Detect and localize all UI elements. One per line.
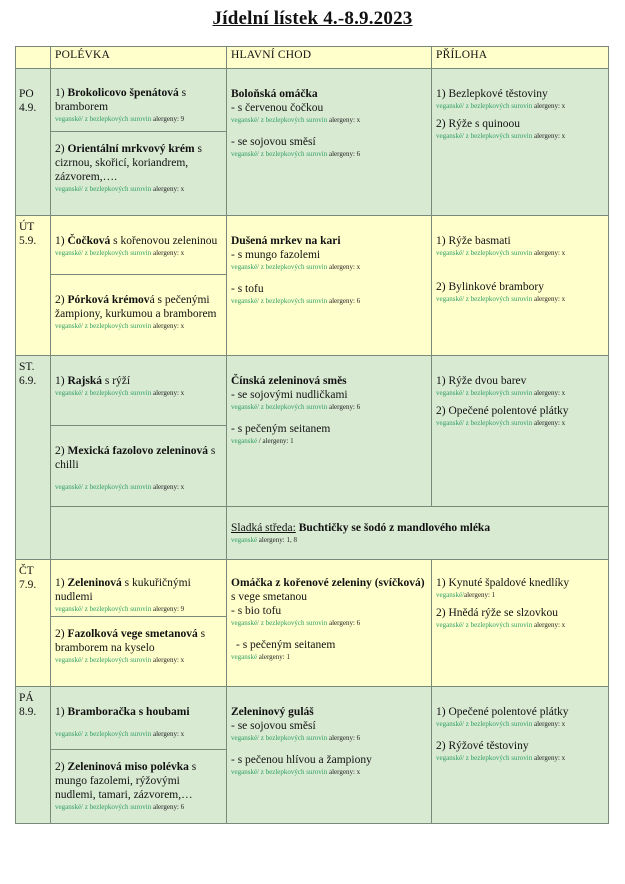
allergen-tag: veganské/ z bezlepkových surovin alergeny: 6 [231, 403, 361, 411]
allergen-tag: veganské/ z bezlepkových surovin alergeny: 6 [231, 150, 361, 158]
allergen-tag: veganské/ z bezlepkových surovin alergeny: x [55, 730, 185, 738]
soup-item: 2) Orientální mrkvový krém s cizrnou, skořicí, koriandrem, zázvorem,…. veganské/ z bezlepkových surovin alergeny: x [51, 131, 226, 194]
soup-cell [51, 560, 227, 687]
soup-cell [51, 356, 227, 507]
main-cell: Čínská zeleninová směs - se sojovými nudličkami veganské/ z bezlepkových surovin alergeny: 6 - s pečeným seitanem veganské / alergeny: 1 [227, 356, 432, 507]
day-cell [16, 560, 51, 687]
day-row-wednesday [16, 356, 609, 507]
day-date: 7.9. [19, 579, 37, 591]
menu-table [15, 46, 609, 824]
day-date: 5.9. [19, 235, 37, 247]
allergen-tag: veganské/ z bezlepkových surovin alergeny: x [231, 768, 361, 776]
sweet-spacer [51, 507, 227, 560]
allergen-tag: veganské alergeny: 1, 8 [231, 536, 297, 544]
day-name: ST. [19, 361, 35, 373]
side-cell: 1) Bezlepkové těstoviny veganské/ z bezlepkových surovin alergeny: x 2) Rýže s quinoou veganské/ z bezlepkových surovin alergeny: x [432, 69, 609, 216]
soup-item: 2) Mexická fazolovo zeleninová s chilli veganské/ z bezlepkových surovin alergeny: x [51, 425, 226, 492]
day-cell [16, 356, 51, 560]
soup-cell [51, 687, 227, 824]
soup-cell [51, 69, 227, 216]
side-cell: 1) Kynuté špaldové knedlíky veganské/alergeny: 1 2) Hnědá rýže se slzovkou veganské/ z bezlepkových surovin alergeny: x [432, 560, 609, 687]
allergen-tag: veganské/ z bezlepkových surovin alergeny: x [55, 656, 185, 664]
side-cell: 1) Rýže dvou barev veganské/ z bezlepkových surovin alergeny: x 2) Opečené polentové plátky veganské/ z bezlepkových surovin alergeny: x [432, 356, 609, 507]
header-day [16, 47, 51, 69]
main-cell: Boloňská omáčka - s červenou čočkou veganské/ z bezlepkových surovin alergeny: x - se sojovou směsí veganské/ z bezlepkových surovin alergeny: 6 [227, 69, 432, 216]
allergen-tag: veganské/ z bezlepkových surovin alergeny: x [436, 621, 566, 629]
allergen-tag: veganské/ z bezlepkových surovin alergeny: 6 [231, 734, 361, 742]
menu-title: Jídelní lístek 4.-8.9.2023 [212, 8, 413, 29]
allergen-tag: veganské/ z bezlepkových surovin alergeny: x [55, 389, 185, 397]
soup-cell [51, 216, 227, 356]
soup-item: 2) Fazolková vege smetanová s bramborem na kyselo veganské/ z bezlepkových surovin alergeny: x [51, 616, 226, 665]
allergen-tag: veganské/ z bezlepkových surovin alergeny: x [436, 132, 566, 140]
day-name: PÁ [19, 692, 34, 704]
main-cell: Dušená mrkev na kari - s mungo fazolemi veganské/ z bezlepkových surovin alergeny: x - s tofu veganské/ z bezlepkových surovin alergeny: 6 [227, 216, 432, 356]
allergen-tag: veganské/ z bezlepkových surovin alergeny: x [436, 754, 566, 762]
sweet-label: Sladká středa: [231, 522, 296, 534]
allergen-tag: veganské/ z bezlepkových surovin alergeny: x [436, 102, 566, 110]
main-dish-title: Omáčka z kořenové zeleniny (svíčková) [231, 577, 425, 589]
main-dish-title: Čínská zeleninová směs [231, 375, 347, 387]
soup-item: 1) Čočková s kořenovou zeleninou veganské/ z bezlepkových surovin alergeny: x [51, 216, 226, 274]
header-soup: POLÉVKA [51, 47, 227, 69]
allergen-tag: veganské/ z bezlepkových surovin alergeny: x [436, 249, 566, 257]
main-cell: Zeleninový guláš - se sojovou směsí veganské/ z bezlepkových surovin alergeny: 6 - s pečenou hlívou a žampiony veganské/ z bezlepkových surovin alergeny: x [227, 687, 432, 824]
main-dish-title: Dušená mrkev na kari [231, 235, 341, 247]
allergen-tag: veganské alergeny: 1 [231, 653, 290, 661]
sweet-wednesday [227, 507, 609, 560]
soup-item: 2) Zeleninová miso polévka s mungo fazolemi, rýžovými nudlemi, tamari, zázvorem,… veganské/ z bezlepkových surovin alergeny: 6 [51, 749, 226, 812]
day-row-tuesday [16, 216, 609, 356]
main-cell: Omáčka z kořenové zeleniny (svíčková) s vege smetanou - s bio tofu veganské/ z bezlepkových surovin alergeny: 6 - s pečeným seitanem veganské alergeny: 1 [227, 560, 432, 687]
sweet-dish: Buchtičky se šodó z mandlového mléka [295, 522, 491, 534]
allergen-tag: veganské/ z bezlepkových surovin alergeny: x [231, 263, 361, 271]
day-date: 4.9. [19, 102, 37, 114]
header-row [16, 47, 609, 69]
day-name: PO [19, 88, 34, 100]
allergen-tag: veganské/ z bezlepkových surovin alergeny: x [436, 389, 566, 397]
soup-item: 1) Zeleninová s kukuřičnými nudlemi veganské/ z bezlepkových surovin alergeny: 9 [51, 560, 226, 616]
day-cell [16, 687, 51, 824]
day-date: 6.9. [19, 375, 37, 387]
allergen-tag: veganské/ z bezlepkových surovin alergeny: 6 [231, 297, 361, 305]
allergen-tag: veganské/ z bezlepkových surovin alergeny: 9 [55, 605, 185, 613]
allergen-tag: veganské/ z bezlepkových surovin alergeny: x [55, 185, 185, 193]
allergen-tag: veganské/ z bezlepkových surovin alergeny: 6 [231, 619, 361, 627]
allergen-tag: veganské/ z bezlepkových surovin alergeny: 6 [55, 803, 185, 811]
day-row-monday [16, 69, 609, 216]
main-dish-title: Boloňská omáčka [231, 88, 318, 100]
allergen-tag: veganské / alergeny: 1 [231, 437, 294, 445]
day-name: ČT [19, 565, 34, 577]
header-main: HLAVNÍ CHOD [227, 47, 432, 69]
side-cell: 1) Rýže basmati veganské/ z bezlepkových surovin alergeny: x 2) Bylinkové brambory veganské/ z bezlepkových surovin alergeny: x [432, 216, 609, 356]
day-name: ÚT [19, 221, 35, 233]
day-cell [16, 69, 51, 216]
header-side: PŘÍLOHA [432, 47, 609, 69]
allergen-tag: veganské/ z bezlepkových surovin alergeny: x [436, 419, 566, 427]
allergen-tag: veganské/ z bezlepkových surovin alergeny: x [55, 322, 185, 330]
soup-item: 1) Rajská s rýží veganské/ z bezlepkových surovin alergeny: x [51, 356, 226, 425]
day-cell [16, 216, 51, 356]
sweet-row [16, 507, 609, 560]
allergen-tag: veganské/ z bezlepkových surovin alergeny: x [436, 720, 566, 728]
allergen-tag: veganské/ z bezlepkových surovin alergeny: x [436, 295, 566, 303]
allergen-tag: veganské/ z bezlepkových surovin alergeny: x [55, 483, 185, 491]
day-row-friday [16, 687, 609, 824]
day-date: 8.9. [19, 706, 37, 718]
allergen-tag: veganské/ z bezlepkových surovin alergeny: 9 [55, 115, 185, 123]
main-dish-title: Zeleninový guláš [231, 706, 314, 718]
side-cell: 1) Opečené polentové plátky veganské/ z bezlepkových surovin alergeny: x 2) Rýžové těstoviny veganské/ z bezlepkových surovin alergeny: x [432, 687, 609, 824]
soup-item: 2) Pórková krémová s pečenými žampiony, kurkumou a bramborem veganské/ z bezlepkových surovin alergeny: x [51, 274, 226, 331]
allergen-tag: veganské/alergeny: 1 [436, 591, 496, 599]
day-row-thursday [16, 560, 609, 687]
soup-item: 1) Bramboračka s houbami veganské/ z bezlepkových surovin alergeny: x [51, 687, 226, 749]
allergen-tag: veganské/ z bezlepkových surovin alergeny: x [231, 116, 361, 124]
allergen-tag: veganské/ z bezlepkových surovin alergeny: x [55, 249, 185, 257]
soup-item: 1) Brokolicovo špenátová s bramborem veganské/ z bezlepkových surovin alergeny: 9 [51, 69, 226, 131]
